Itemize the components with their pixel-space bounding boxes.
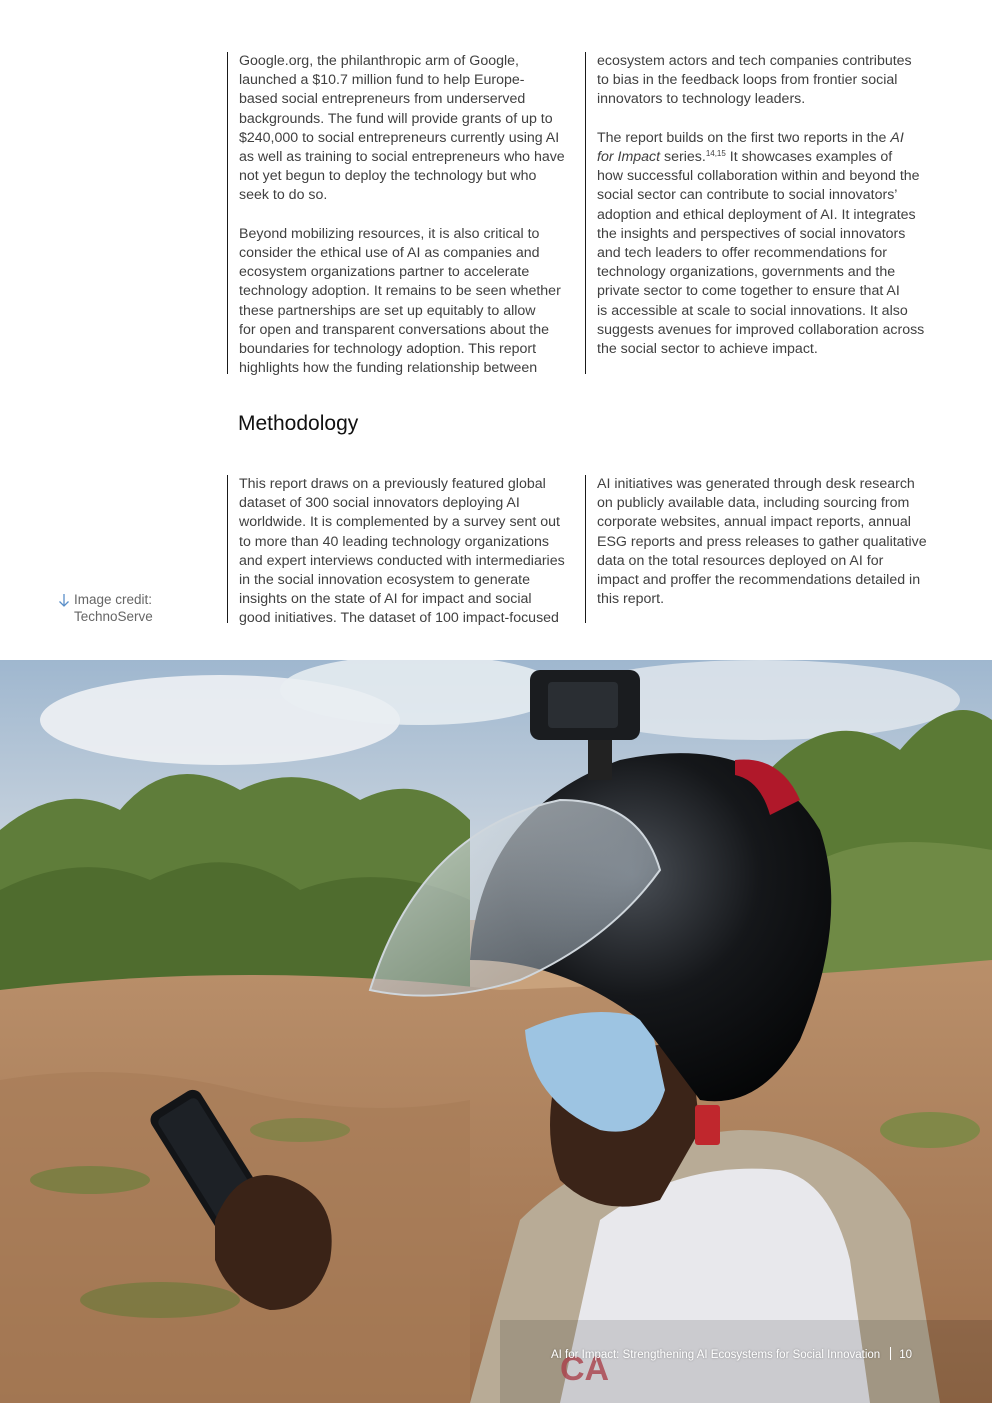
intro-right-column: [585, 52, 945, 374]
intro-paragraph-1: [239, 52, 577, 206]
text-line: in the social innovation ecosystem to generate: [239, 572, 531, 589]
intro-left-column: [227, 52, 577, 377]
text-line: good initiatives. The dataset of 100 impact-focused: [239, 610, 559, 627]
text-line: highlights how the funding relationship between: [239, 360, 538, 377]
methodology-right-column: [585, 475, 945, 623]
arrow-down-icon: [58, 592, 70, 608]
text-line: AI initiatives was generated through desk research: [597, 476, 915, 492]
text-line: how successful collaboration within and beyond the: [597, 168, 920, 185]
text-line: Beyond mobilizing resources, it is also critical to: [239, 225, 540, 242]
image-credit-source: TechnoServe: [74, 609, 153, 624]
series-title-italic: for Impact: [597, 149, 661, 165]
intro-paragraph-3: [597, 52, 945, 110]
methodology-paragraph-1: [239, 475, 577, 629]
text-run: It showcases examples of: [725, 149, 893, 165]
text-line: this report.: [597, 591, 665, 608]
text-line: ESG reports and press releases to gather qualitative: [597, 533, 927, 550]
photo-person-with-helmet-and-phone: [0, 660, 992, 1403]
text-line: and tech leaders to offer recommendations for: [597, 245, 887, 262]
methodology-left-column: [227, 475, 577, 627]
text-line: launched a $10.7 million fund to help Europe-: [239, 72, 525, 89]
text-line: to more than 40 leading technology organizations: [239, 533, 549, 550]
text-line: This report draws on a previously featured global: [239, 476, 546, 492]
text-line: adoption and ethical deployment of AI. It integrates: [597, 206, 916, 223]
text-line: dataset of 300 social innovators deploying AI: [239, 495, 520, 512]
text-line: the social sector to achieve impact.: [597, 341, 818, 358]
text-run: The report builds on the first two reports in the: [597, 129, 891, 146]
text-line: corporate websites, annual impact reports, annual: [597, 514, 911, 531]
page-number: 10: [899, 1349, 912, 1361]
methodology-paragraph-2: [597, 475, 945, 609]
text-line: seek to do so.: [239, 187, 328, 204]
text-line: innovators to technology leaders.: [597, 91, 806, 108]
footer-divider: [890, 1347, 891, 1360]
text-line: $240,000 to social entrepreneurs currently using AI: [239, 129, 560, 146]
text-line: technology adoption. It remains to be seen whether: [239, 283, 561, 300]
section-heading-methodology: Methodology: [238, 412, 359, 435]
text-run: series.: [660, 149, 706, 165]
text-line: impact and proffer the recommendations detailed in: [597, 572, 921, 589]
footnote-reference[interactable]: 14,15: [705, 149, 726, 158]
intro-paragraph-2: [239, 225, 577, 379]
text-line: the insights and perspectives of social innovators: [597, 225, 906, 242]
intro-paragraph-4: [597, 129, 945, 359]
text-line: ecosystem actors and tech companies contributes: [597, 53, 912, 69]
text-line: these partnerships are set up equitably to allow: [239, 302, 536, 319]
text-line: [597, 148, 945, 167]
text-line: technology organizations, governments and the: [597, 264, 896, 281]
text-line: social sector can contribute to social innovators’: [597, 187, 898, 204]
text-line: Google.org, the philanthropic arm of Google,: [239, 53, 519, 69]
footer-report-title: AI for Impact: Strengthening AI Ecosystems for Social Innovation: [551, 1349, 881, 1361]
series-title-italic: AI: [890, 129, 904, 146]
text-line: is accessible at scale to social innovations. It also: [597, 302, 908, 319]
text-line: consider the ethical use of AI as companies and: [239, 245, 540, 262]
text-line: suggests avenues for improved collaboration across: [597, 321, 925, 338]
text-line: private sector to come together to ensure that AI: [597, 283, 900, 300]
text-line: as well as training to social entrepreneurs who have: [239, 149, 565, 166]
text-line: not yet begun to deploy the technology but who: [239, 168, 537, 185]
photo-illustration: [0, 660, 992, 1403]
image-credit-label: Image credit:: [74, 592, 153, 607]
text-line: to bias in the feedback loops from frontier social: [597, 72, 898, 89]
text-line: and expert interviews conducted with intermediaries: [239, 552, 565, 569]
text-line: for open and transparent conversations about the: [239, 321, 549, 338]
text-line: [597, 129, 945, 148]
text-line: data on the total resources deployed on AI for: [597, 552, 884, 569]
text-line: boundaries for technology adoption. This report: [239, 341, 537, 358]
text-line: backgrounds. The fund will provide grants of up to: [239, 110, 553, 127]
page-footer: [551, 1347, 912, 1361]
text-line: on publicly available data, including sourcing from: [597, 495, 910, 512]
text-line: ecosystem organizations partner to accelerate: [239, 264, 530, 281]
text-line: worldwide. It is complemented by a survey sent out: [239, 514, 560, 531]
text-line: insights on the state of AI for impact and social: [239, 591, 532, 608]
svg-text:CA: CA: [560, 1350, 610, 1388]
text-line: based social entrepreneurs from underserved: [239, 91, 526, 108]
